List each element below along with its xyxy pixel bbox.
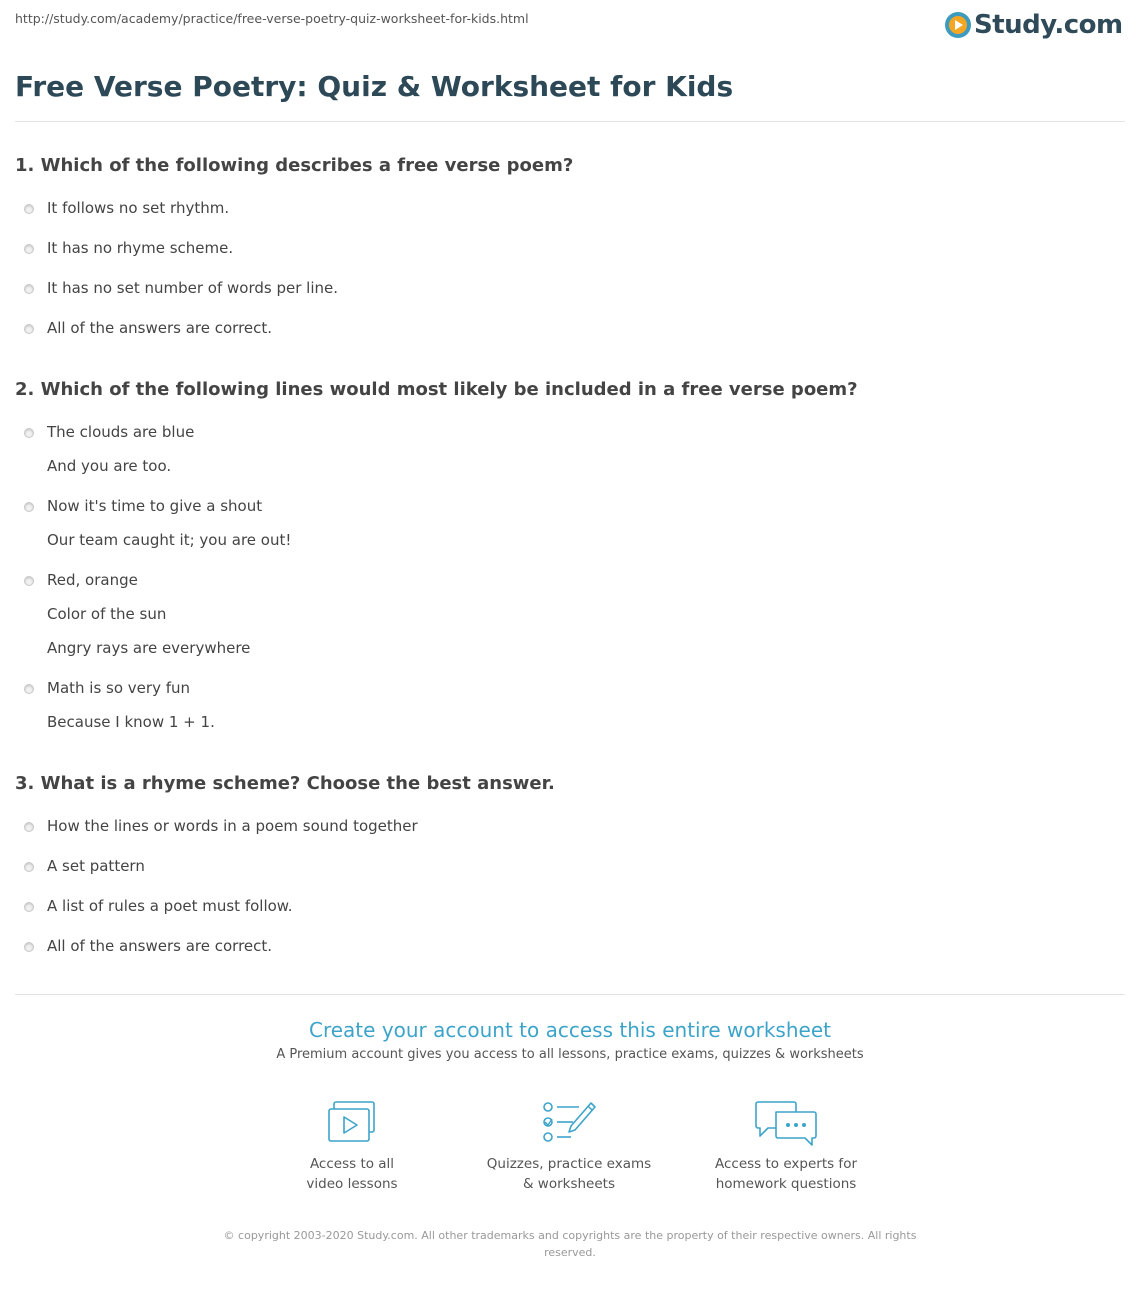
- answer-option-text: It has no rhyme scheme.: [47, 239, 234, 257]
- feature-experts: [686, 1100, 886, 1194]
- radio-button[interactable]: [24, 204, 34, 214]
- radio-button[interactable]: [24, 822, 34, 832]
- radio-button[interactable]: [24, 942, 34, 952]
- radio-button[interactable]: [24, 244, 34, 254]
- cta-subtitle: A Premium account gives you access to all lessons, practice exams, quizzes & worksheets: [276, 1047, 864, 1062]
- feature-label-line1: Access to experts for: [714, 1156, 857, 1172]
- answer-option-text: Color of the sun: [47, 605, 167, 623]
- cta-title[interactable]: Create your account to access this entire worksheet: [309, 1018, 831, 1042]
- feature-label-line1: Access to all: [309, 1156, 395, 1172]
- radio-button[interactable]: [24, 684, 34, 694]
- study-logo[interactable]: [945, 8, 1123, 42]
- video-lessons-icon: [326, 1100, 378, 1146]
- cta-divider: [15, 994, 1125, 995]
- feature-label-line2: video lessons: [306, 1176, 398, 1192]
- answer-option-text: All of the answers are correct.: [47, 937, 273, 955]
- logo-text: Study.com: [974, 10, 1123, 40]
- copyright-notice: © copyright 2003-2020 Study.com. All other trademarks and copyrights are the property of their respective owners. All rights reserved.: [223, 1229, 917, 1259]
- radio-button[interactable]: [24, 428, 34, 438]
- answer-option-text: All of the answers are correct.: [47, 319, 273, 337]
- answer-option-text: Our team caught it; you are out!: [47, 531, 292, 549]
- page-url: http://study.com/academy/practice/free-verse-poetry-quiz-worksheet-for-kids.html: [15, 11, 529, 26]
- study-play-logo-icon: [945, 12, 971, 38]
- radio-button[interactable]: [24, 324, 34, 334]
- answer-option-text: How the lines or words in a poem sound together: [47, 817, 418, 835]
- answer-option-text: A list of rules a poet must follow.: [47, 897, 293, 915]
- radio-button[interactable]: [24, 284, 34, 294]
- radio-button[interactable]: [24, 576, 34, 586]
- answer-option-text: A set pattern: [47, 857, 145, 875]
- question-text: 2. Which of the following lines would most likely be included in a free verse poem?: [15, 379, 858, 400]
- answer-option-text: The clouds are blue: [47, 423, 195, 441]
- answer-option-text: Now it's time to give a shout: [47, 497, 263, 515]
- question-text: 3. What is a rhyme scheme? Choose the best answer.: [15, 773, 555, 794]
- question-text: 1. Which of the following describes a free verse poem?: [15, 155, 574, 176]
- radio-button[interactable]: [24, 502, 34, 512]
- answer-option-text: It follows no set rhythm.: [47, 199, 230, 217]
- answer-option-text: And you are too.: [47, 457, 172, 475]
- title-divider: [15, 121, 1125, 122]
- feature-label-line2: homework questions: [715, 1176, 857, 1192]
- chat-experts-icon: [754, 1100, 818, 1146]
- answer-option-text: It has no set number of words per line.: [47, 279, 339, 297]
- feature-quizzes: [469, 1100, 669, 1194]
- answer-option-text: Because I know 1 + 1.: [47, 713, 215, 731]
- radio-button[interactable]: [24, 862, 34, 872]
- feature-label-line1: Quizzes, practice exams: [486, 1156, 652, 1172]
- feature-video-lessons: [252, 1100, 452, 1194]
- page-title: Free Verse Poetry: Quiz & Worksheet for Kids: [15, 70, 734, 103]
- answer-option-text: Angry rays are everywhere: [47, 639, 251, 657]
- answer-option-text: Math is so very fun: [47, 679, 191, 697]
- feature-label-line2: & worksheets: [522, 1176, 615, 1192]
- quiz-checklist-icon: [541, 1100, 597, 1146]
- radio-button[interactable]: [24, 902, 34, 912]
- answer-option-text: Red, orange: [47, 571, 138, 589]
